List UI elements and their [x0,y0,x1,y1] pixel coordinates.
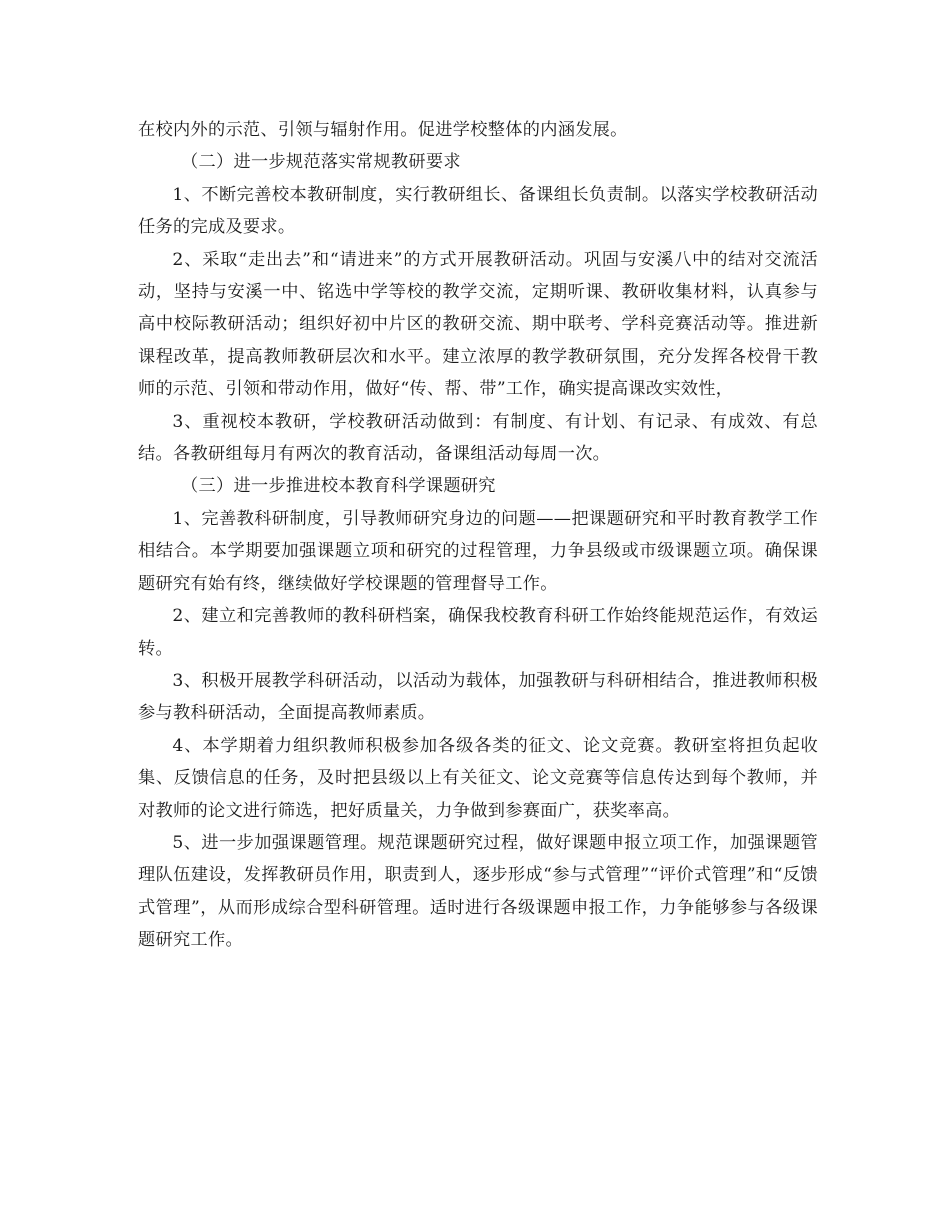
paragraph-3-4: 4、本学期着力组织教师积极参加各级各类的征文、论文竞赛。教研室将担负起收集、反馈信息的任务，及时把县级以上有关征文、论文竞赛等信息传达到每个教师，并对教师的论文进行筛选，把好质量关，力争做到参赛面广，获奖率高。 [138,735,818,821]
paragraph-2-1: 1、不断完善校本教研制度，实行教研组长、备课组长负责制。以落实学校教研活动任务的完成及要求。 [138,184,818,238]
paragraph-2-2: 2、采取“走出去”和“请进来”的方式开展教研活动。巩固与安溪八中的结对交流活动，坚持与安溪一中、铭选中学等校的教学交流，定期听课、教研收集材料，认真参与高中校际教研活动；组织好初中片区的教研交流、期中联考、学科竞赛活动等。推进新课程改革，提高教师教研层次和水平。建立浓厚的教学教研氛围，充分发挥各校骨干教师的示范、引领和带动作用，做好“传、帮、带”工作，确实提高课改实效性， [138,249,818,400]
section-heading-3: （三）进一步推进校本教育科学课题研究 [181,476,496,497]
paragraph-3-3: 3、积极开展教学科研活动，以活动为载体，加强教研与科研相结合，推进教师积极参与教科研活动，全面提高教师素质。 [138,670,818,724]
document-body [138,114,818,957]
paragraph-3-5: 5、进一步加强课题管理。规范课题研究过程，做好课题申报立项工作，加强课题管理队伍建设，发挥教研员作用，职责到人，逐步形成“参与式管理”“评价式管理”和“反馈式管理”，从而形成综合型科研管理。适时进行各级课题申报工作，力争能够参与各级课题研究工作。 [138,832,818,951]
paragraph-continuation: 在校内外的示范、引领与辐射作用。促进学校整体的内涵发展。 [138,120,628,140]
section-heading-2: （二）进一步规范落实常规教研要求 [181,152,461,173]
paragraph-3-1: 1、完善教科研制度，引导教师研究身边的问题——把课题研究和平时教育教学工作相结合。本学期要加强课题立项和研究的过程管理，力争县级或市级课题立项。确保课题研究有始有终，继续做好学校课题的管理督导工作。 [138,508,818,594]
paragraph-3-2: 2、建立和完善教师的教科研档案，确保我校教育科研工作始终能规范运作，有效运转。 [138,606,818,659]
paragraph-2-3: 3、重视校本教研，学校教研活动做到：有制度、有计划、有记录、有成效、有总结。各教研组每月有两次的教育活动，备课组活动每周一次。 [138,411,818,465]
